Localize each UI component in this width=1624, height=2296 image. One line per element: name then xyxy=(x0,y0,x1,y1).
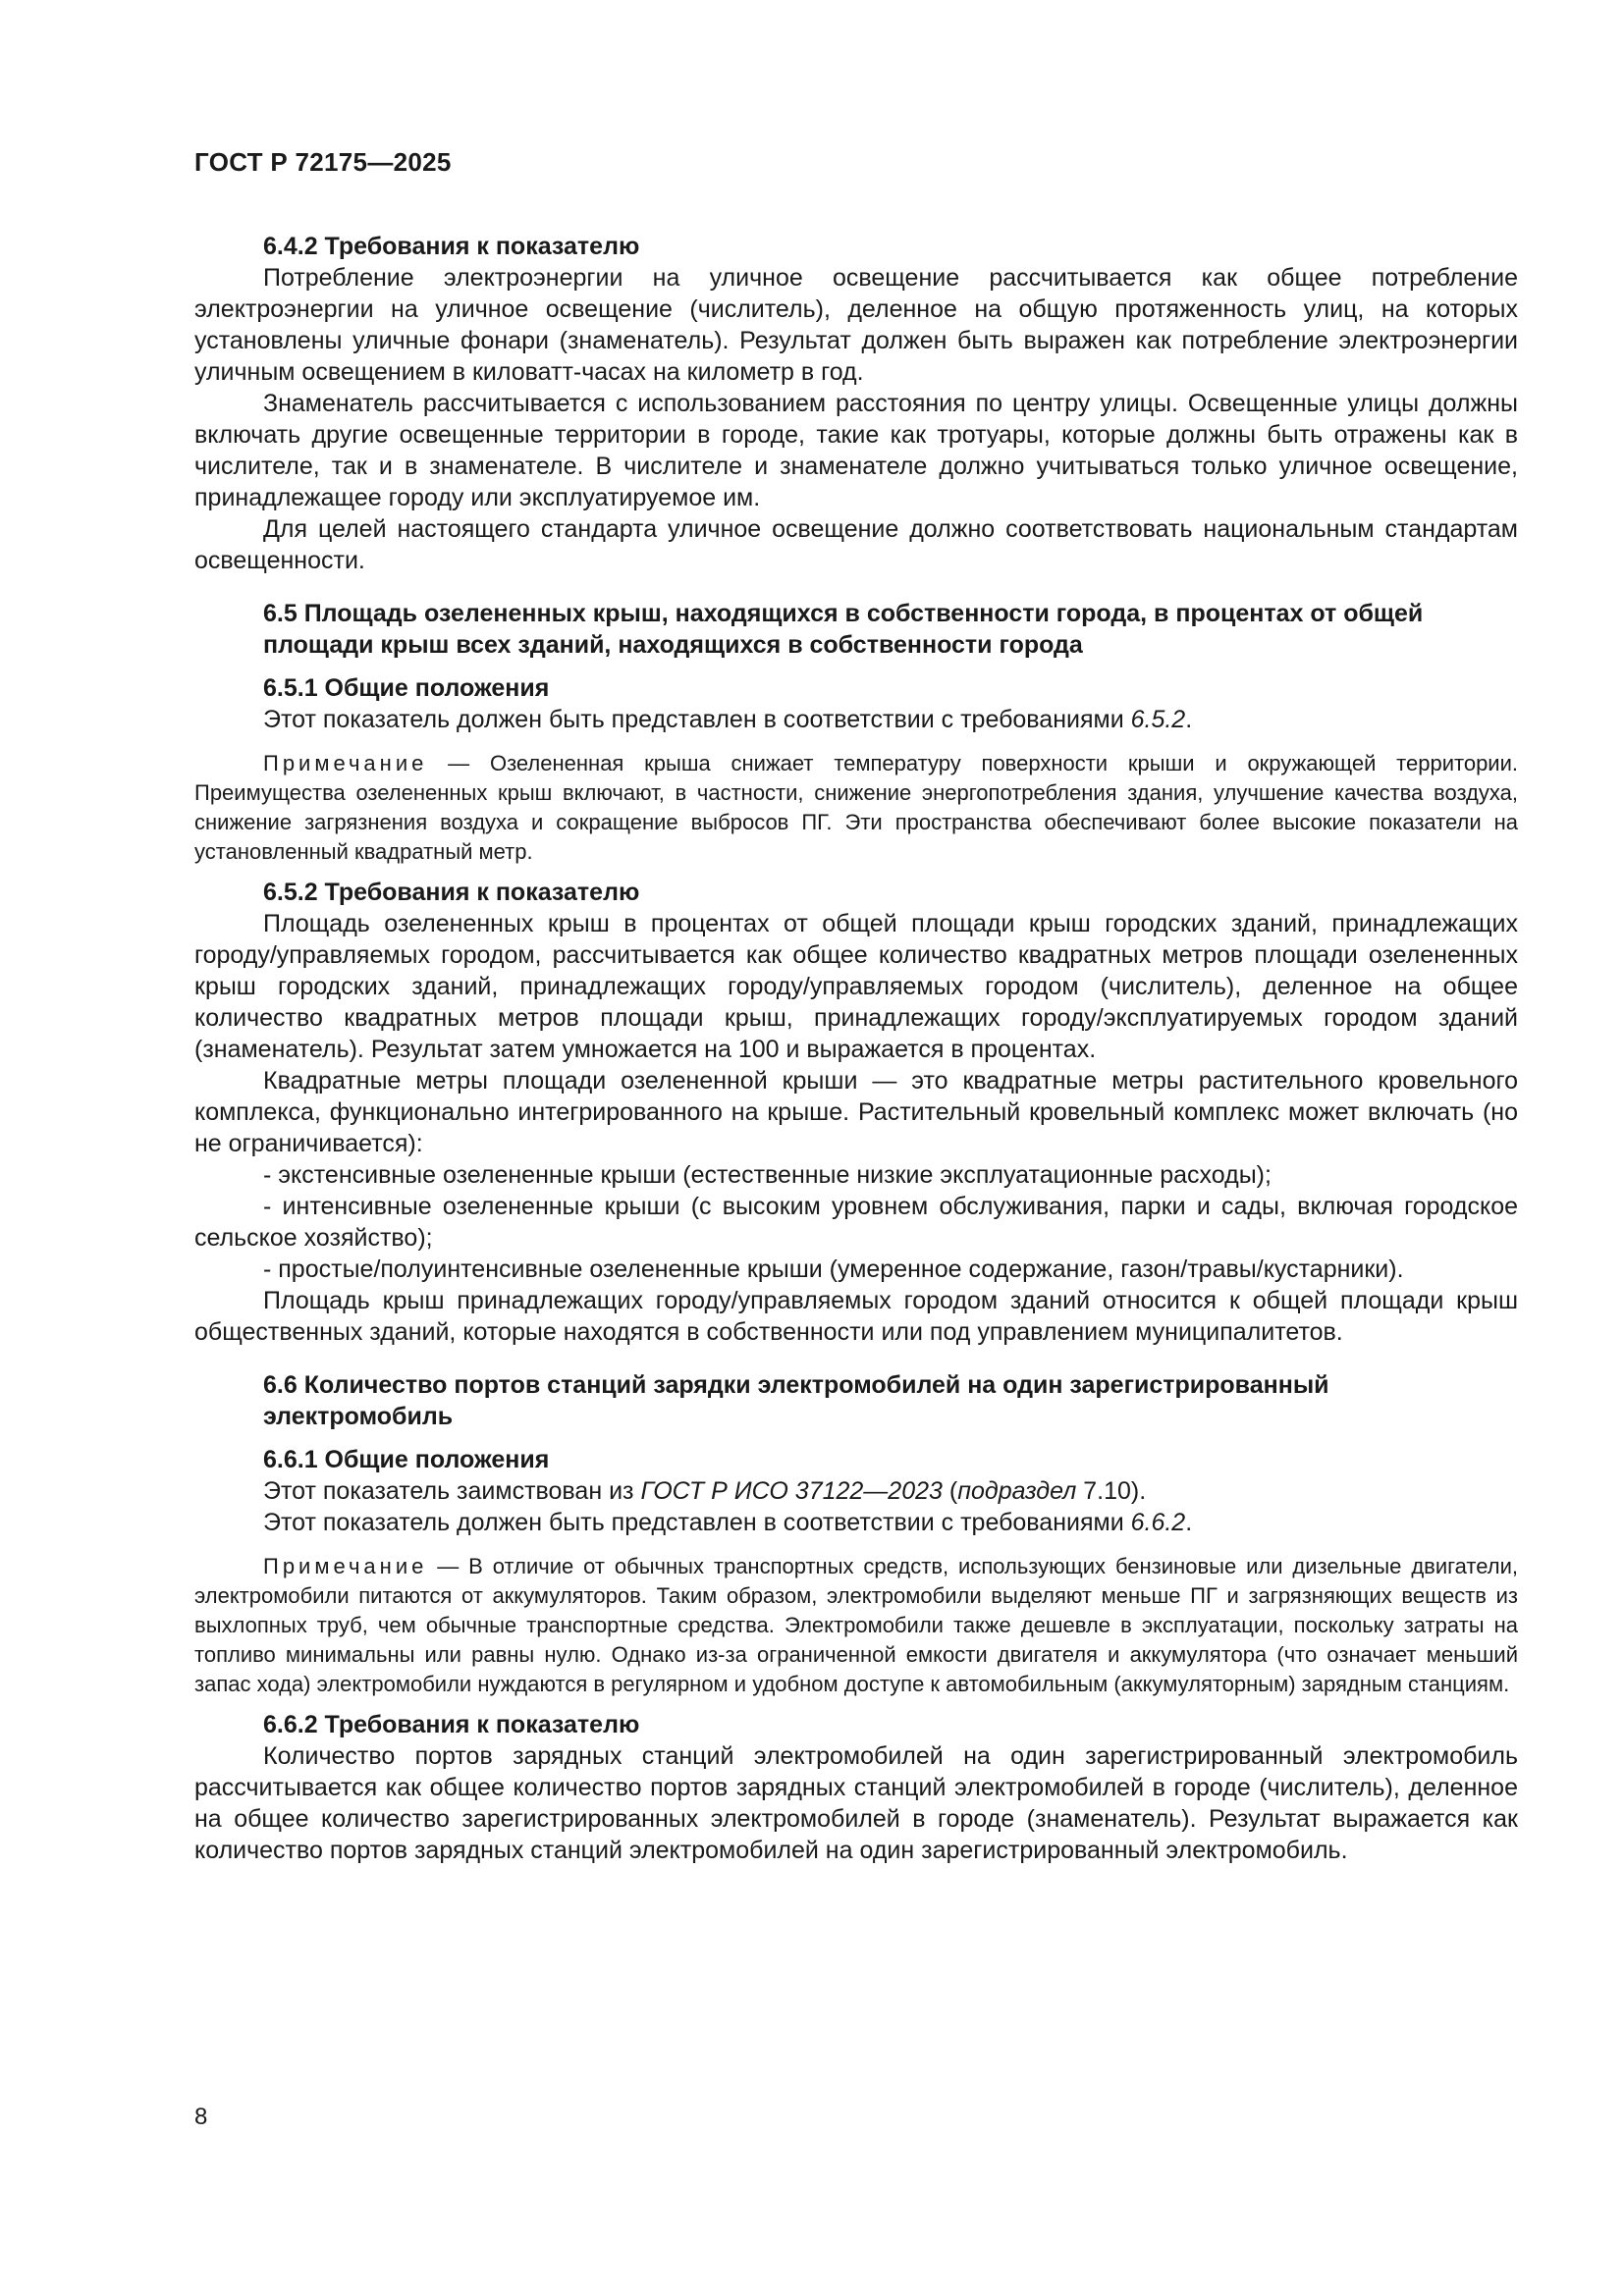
list-item: - простые/полуинтенсивные озелененные крыши (умеренное содержание, газон/травы/кустарники). xyxy=(263,1255,1404,1283)
paragraph-text: 7.10). xyxy=(1076,1477,1147,1505)
paragraph-text: . xyxy=(1185,1509,1193,1536)
paragraph: Количество портов зарядных станций электромобилей на один зарегистрированный электромобиль рассчитывается как общее количество портов зарядных станций электромобилей в городе (числитель), деленное на общее количество зарегистрированных электромобилей в городе (знаменатель). Результат выражается как количество портов зарядных станций электромобилей на один зарегистрированный электромобиль. xyxy=(194,1742,1518,1864)
paragraph-text: ( xyxy=(942,1477,958,1505)
note-text: — Озелененная крыша снижает температуру поверхности крыши и окружающей территории. Преимущества озелененных крыш включают, в частности, снижение энергопотребления здания, улучшение качества воздуха, снижение загрязнения воздуха и сокращение выбросов ПГ. Эти пространства обеспечивают более высокие показатели на установленный квадратный метр. xyxy=(194,751,1518,864)
list-item: - экстенсивные озелененные крыши (естественные низкие эксплуатационные расходы); xyxy=(263,1161,1272,1189)
subsection-heading-6-6-1: 6.6.1 Общие положения xyxy=(263,1446,550,1473)
note-label: Примечание xyxy=(263,751,428,775)
note-label: Примечание xyxy=(263,1554,428,1578)
list-item: - интенсивные озелененные крыши (с высоким уровнем обслуживания, парки и сады, включая городское сельское хозяйство); xyxy=(194,1193,1518,1252)
note xyxy=(194,749,1518,867)
document-header: ГОСТ Р 72175—2025 xyxy=(194,147,452,177)
note-text: — В отличие от обычных транспортных средств, использующих бензиновые или дизельные двигатели, электромобили питаются от аккумуляторов. Таким образом, электромобили выделяют меньше ПГ и загрязняющих веществ из выхлопных труб, чем обычные транспортные средства. Электромобили также дешевле в эксплуатации, поскольку затраты на топливо минимальны или равны нулю. Однако из-за ограниченной емкости двигателя и аккумулятора (что означает меньший запас хода) электромобили нуждаются в регулярном и удобном доступе к автомобильным (аккумуляторным) зарядным станциям. xyxy=(194,1554,1518,1696)
paragraph: Знаменатель рассчитывается с использованием расстояния по центру улицы. Освещенные улицы должны включать другие освещенные территории в городе, такие как тротуары, которые должны быть отражены как в числителе, так и в знаменателе. В числителе и знаменателе должно учитываться только уличное освещение, принадлежащее городу или эксплуатируемое им. xyxy=(194,390,1518,511)
paragraph-text: Этот показатель должен быть представлен в соответствии с требованиями xyxy=(263,706,1131,733)
subsection-heading-6-6-2: 6.6.2 Требования к показателю xyxy=(263,1711,640,1738)
paragraph-text: Этот показатель заимствован из xyxy=(263,1477,641,1505)
paragraph: Потребление электроэнергии на уличное освещение рассчитывается как общее потребление электроэнергии на уличное освещение (числитель), деленное на общую протяженность улиц, на которых установлены уличные фонари (знаменатель). Результат должен быть выражен как потребление электроэнергии уличным освещением в киловатт-часах на километр в год. xyxy=(194,264,1518,386)
paragraph-text: Этот показатель должен быть представлен в соответствии с требованиями xyxy=(263,1509,1131,1536)
subsection-heading-6-4-2: 6.4.2 Требования к показателю xyxy=(263,233,640,260)
subsection-heading-6-5-1: 6.5.1 Общие положения xyxy=(263,674,550,702)
cross-reference: ГОСТ Р ИСО 37122—2023 xyxy=(640,1477,943,1505)
subsection-heading-6-5-2: 6.5.2 Требования к показателю xyxy=(263,879,640,906)
cross-reference: подраздел xyxy=(957,1477,1077,1505)
paragraph xyxy=(194,1507,1518,1538)
paragraph-text: . xyxy=(1185,706,1193,733)
section-heading-6-5: 6.5 Площадь озелененных крыш, находящихся в собственности города, в процентах от общей площади крыш всех зданий, находящихся в собственности города xyxy=(263,600,1424,659)
paragraph: Площадь озелененных крыш в процентах от общей площади крыш городских зданий, принадлежащих городу/управляемых городом, рассчитывается как общее количество квадратных метров площади озелененных крыш городских зданий, принадлежащих городу/управляемых городом (числитель), деленное на общее количество квадратных метров площади крыш, принадлежащих городу/эксплуатируемых городом зданий (знаменатель). Результат затем умножается на 100 и выражается в процентах. xyxy=(194,910,1518,1063)
cross-reference: 6.5.2 xyxy=(1130,706,1186,733)
note xyxy=(194,1552,1518,1699)
page-number: 8 xyxy=(194,2104,208,2130)
paragraph: Для целей настоящего стандарта уличное освещение должно соответствовать национальным стандартам освещенности. xyxy=(194,515,1518,574)
document-body xyxy=(194,229,1518,1866)
paragraph: Квадратные метры площади озелененной крыши — это квадратные метры растительного кровельного комплекса, функционально интегрированного на крыше. Растительный кровельный комплекс может включать (но не ограничивается): xyxy=(194,1067,1518,1157)
paragraph: Площадь крыш принадлежащих городу/управляемых городом зданий относится к общей площади крыш общественных зданий, которые находятся в собственности или под управлением муниципалитетов. xyxy=(194,1287,1518,1346)
paragraph xyxy=(194,1475,1518,1507)
cross-reference: 6.6.2 xyxy=(1130,1509,1186,1536)
section-heading-6-6: 6.6 Количество портов станций зарядки электромобилей на один зарегистрированный электромобиль xyxy=(263,1371,1329,1430)
paragraph xyxy=(194,704,1518,735)
